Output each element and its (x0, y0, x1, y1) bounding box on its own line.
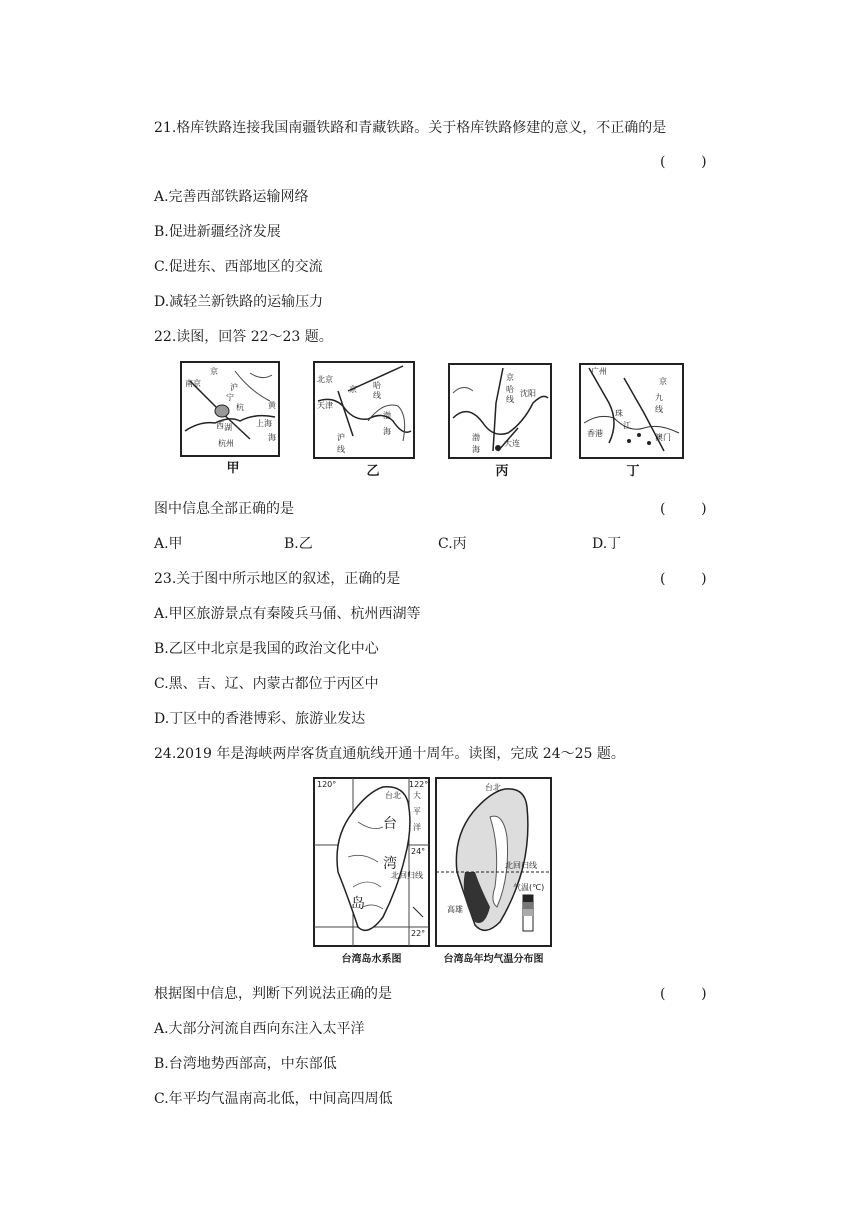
map-bing-label-bo: 渤 (472, 433, 480, 442)
q23-option-a: A.甲区旅游景点有秦陵兵马俑、杭州西湖等 (154, 606, 421, 622)
water-map-label-tropic: 北回归线 (391, 871, 423, 880)
q24-stem: 24.2019 年是海峡两岸客货直通航线开通十周年。读图，完成 24～25 题。 (154, 746, 625, 762)
water-map-label-tai: 台 (383, 816, 397, 832)
map-bing-label-dalian: 大连 (504, 439, 520, 448)
map-bing-label-shenyang: 沈阳 (520, 389, 536, 398)
q22-question: 图中信息全部正确的是 (154, 501, 294, 517)
map-bing-caption: 丙 (495, 464, 509, 479)
q23-option-b: B.乙区中北京是我国的政治文化中心 (154, 641, 379, 657)
water-map-label-taibei: 台北 (385, 791, 401, 800)
map-bing (448, 363, 552, 459)
q23-option-d: D.丁区中的香港博彩、旅游业发达 (154, 711, 366, 727)
q24-option-a: A.大部分河流自西向东注入太平洋 (154, 1021, 365, 1037)
map-yi-label-xian: 线 (373, 391, 381, 400)
map-bing-label-jing: 京 (506, 373, 514, 382)
q22-answer-paren: ( ) (660, 501, 707, 517)
map-yi-caption: 乙 (366, 464, 380, 479)
map-jia-label-xi: 西 (216, 421, 224, 430)
map-bing-label-xian: 线 (506, 395, 514, 404)
q24-option-b: B.台湾地势西部高，中东部低 (154, 1056, 337, 1072)
q21-option-c: C.促进东、西部地区的交流 (154, 259, 323, 275)
temp-map-legend-title: 气温(℃) (513, 883, 545, 892)
map-jia-caption: 甲 (226, 461, 240, 476)
map-yi-label-xian2: 线 (337, 445, 345, 454)
q24-option-c: C.年平均气温南高北低，中间高四周低 (154, 1091, 393, 1107)
map-jia-label-hu: 沪 (230, 383, 238, 392)
q22-stem: 22.读图，回答 22～23 题。 (154, 329, 333, 345)
q22-option-b: B.乙 (284, 536, 313, 552)
map-yi-label-bo: 渤 (383, 411, 391, 420)
water-map-label-da: 大 (413, 791, 421, 800)
q23-stem: 23.关于图中所示地区的叙述，正确的是 (154, 571, 401, 587)
water-map-label-ping: 平 (413, 807, 421, 816)
temp-map-label-taibei: 台北 (485, 783, 501, 792)
map-jia-label-hai: 海 (268, 433, 276, 442)
map-ding-label-guangzhou: 广州 (591, 367, 607, 376)
q24-answer-paren: ( ) (660, 986, 707, 1002)
q23-answer-paren: ( ) (660, 571, 707, 587)
temp-map-caption: 台湾岛年均气温分布图 (443, 954, 544, 965)
q21-answer-paren: ( ) (660, 154, 707, 170)
water-map-label-yang: 洋 (413, 823, 421, 832)
map-jia-label-jing: 京 (210, 367, 218, 376)
q23-option-c: C.黑、吉、辽、内蒙古都位于丙区中 (154, 676, 379, 692)
map-ding-label-jiu: 九 (655, 393, 663, 402)
map-jia-label-huang: 黄 (268, 401, 276, 410)
q21-option-d: D.减轻兰新铁路的运输压力 (154, 294, 324, 310)
q21-stem: 21.格库铁路连接我国南疆铁路和青藏铁路。关于格库铁路修建的意义，不正确的是 (154, 120, 667, 136)
map-jia-label-nanjing: 南京 (185, 379, 201, 388)
water-map-label-120: 120° (317, 780, 337, 789)
map-yi-label-ha: 哈 (373, 381, 381, 390)
water-map-label-wan: 湾 (383, 856, 397, 872)
q22-option-c: C.丙 (438, 536, 467, 552)
temp-map-label-gaoxiong: 高雄 (447, 905, 463, 914)
map-yi-label-tianjin: 天津 (317, 401, 333, 410)
map-jia-label-ning: 宁 (226, 393, 234, 402)
water-map-label-24: 24° (411, 847, 426, 856)
map-jia-label-hu2: 湖 (224, 423, 232, 432)
q21-option-b: B.促进新疆经济发展 (154, 224, 281, 240)
map-ding-label-zhu: 珠 (615, 409, 623, 418)
q22-option-a: A.甲 (154, 536, 183, 552)
map-jia-label-shanghai: 上海 (256, 419, 272, 428)
q24-question: 根据图中信息，判断下列说法正确的是 (154, 986, 392, 1002)
map-bing-label-ha: 哈 (506, 385, 514, 394)
map-jia-label-hangzhou: 杭州 (218, 439, 234, 448)
taiwan-temperature-map (435, 777, 552, 947)
q22-option-d: D.丁 (592, 536, 622, 552)
map-yi-label-hu: 沪 (337, 433, 345, 442)
water-map-label-dao: 岛 (351, 896, 365, 912)
map-ding-label-jing: 京 (659, 377, 667, 386)
map-jia-label-hang: 杭 (236, 403, 244, 412)
map-yi-label-hai: 海 (383, 427, 391, 436)
water-map-label-122: 122° (409, 780, 429, 789)
map-yi-label-beijing: 北京 (317, 375, 333, 384)
map-ding (579, 363, 684, 459)
map-yi (313, 361, 415, 459)
map-jia (180, 361, 280, 457)
map-bing-label-hai: 海 (472, 445, 480, 454)
temp-map-label-tropic: 北回归线 (505, 861, 537, 870)
map-ding-label-jiang: 江 (623, 421, 631, 430)
map-yi-label-jing: 京 (349, 385, 357, 394)
map-ding-label-xianggang: 香港 (587, 429, 603, 438)
taiwan-water-system-map (313, 777, 430, 947)
water-map-label-22: 22° (411, 929, 426, 938)
map-ding-label-aomen: 澳门 (655, 433, 671, 442)
map-ding-label-xian: 线 (655, 405, 663, 414)
map-ding-caption: 丁 (626, 464, 640, 479)
water-map-caption: 台湾岛水系图 (341, 954, 402, 965)
q21-option-a: A.完善西部铁路运输网络 (154, 189, 309, 205)
